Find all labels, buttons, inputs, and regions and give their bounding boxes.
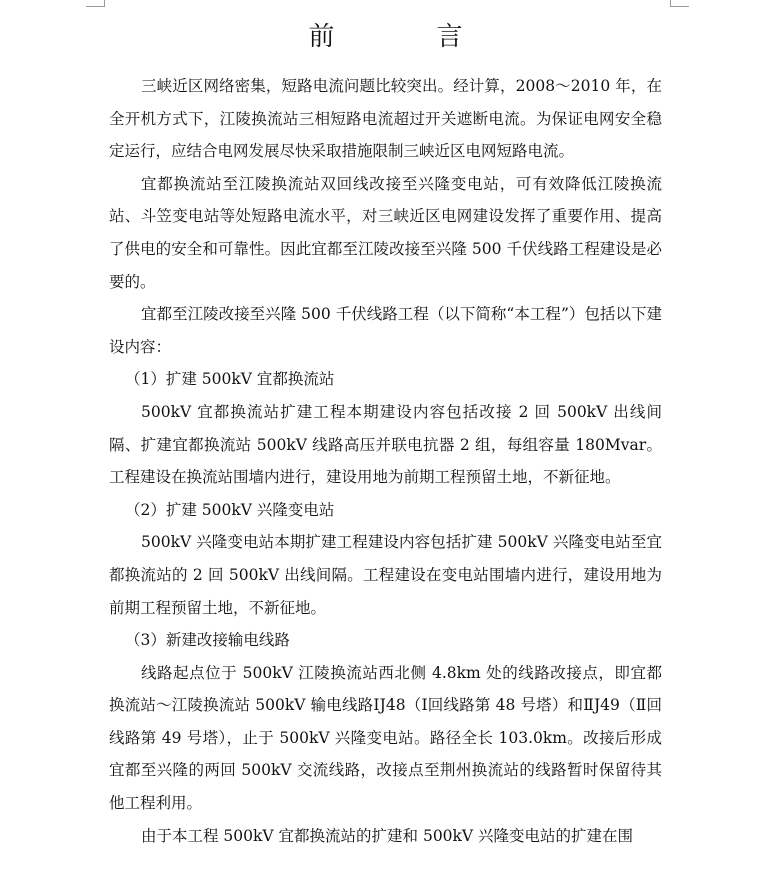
document-page xyxy=(109,14,662,852)
paragraph-6: 线路起点位于 500kV 江陵换流站西北侧 4.8km 处的线路改接点，即宜都换流站～江陵换流站 500kV 输电线路ⅠJ48（Ⅰ回线路第 48 号塔）和ⅡJ49（Ⅱ回线路第 49 号塔），止于 500kV 兴隆变电站。路径全长 103.0km。改接后形成宜都至兴隆的两回 500kV 交流线路，改接点至荆州换流站的线路暂时保留待其他工程利用。 xyxy=(109,663,662,813)
paragraph-3: 宜都至江陵改接至兴隆 500 千伏线路工程（以下简称“本工程”）包括以下建设内容： xyxy=(109,305,662,356)
paragraph-2: 宜都换流站至江陵换流站双回线改接至兴隆变电站，可有效降低江陵换流站、斗笠变电站等处短路电流水平，对三峡近区电网建设发挥了重要作用、提高了供电的安全和可靠性。因此宜都至江陵改接至兴隆 500 千伏线路工程建设是必要的。 xyxy=(109,174,662,291)
paragraph-4: 500kV 宜都换流站扩建工程本期建设内容包括改接 2 回 500kV 出线间隔、扩建宜都换流站 500kV 线路高压并联电抗器 2 组，每组容量 180Mvar。工程建设在换流站围墙内进行，建设用地为前期工程预留土地，不新征地。 xyxy=(109,402,662,487)
section-heading-3: （3）新建改接输电线路 xyxy=(125,631,290,650)
page-corner-mark-left xyxy=(86,0,105,7)
page-corner-mark-right xyxy=(670,0,689,7)
paragraph-1: 三峡近区网络密集，短路电流问题比较突出。经计算，2008～2010 年，在全开机方式下，江陵换流站三相短路电流超过开关遮断电流。为保证电网安全稳定运行，应结合电网发展尽快采取措施限制三峡近区电网短路电流。 xyxy=(109,77,662,161)
document-title: 前 言 xyxy=(308,22,501,52)
paragraph-5: 500kV 兴隆变电站本期扩建工程建设内容包括扩建 500kV 兴隆变电站至宜都换流站的 2 回 500kV 出线间隔。工程建设在变电站围墙内进行，建设用地为前期工程预留土地，不新征地。 xyxy=(109,533,662,617)
paragraph-7: 由于本工程 500kV 宜都换流站的扩建和 500kV 兴隆变电站的扩建在围 xyxy=(141,826,634,845)
section-heading-1: （1）扩建 500kV 宜都换流站 xyxy=(125,370,335,389)
section-heading-2: （2）扩建 500kV 兴隆变电站 xyxy=(125,500,335,519)
